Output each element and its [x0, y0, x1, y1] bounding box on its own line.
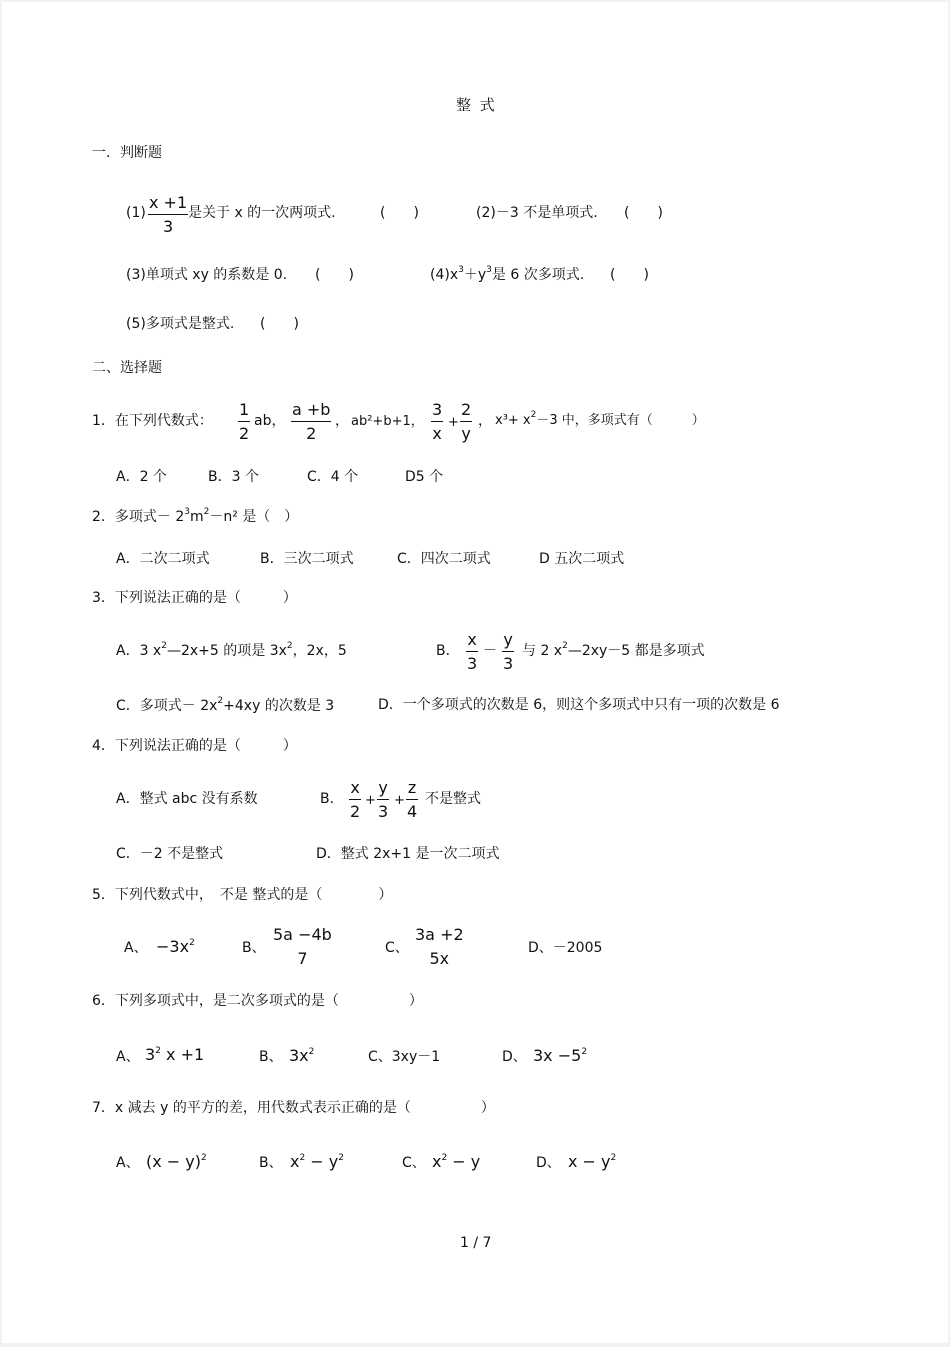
c5-stem: 5．下列代数式中， 不是 整式的是（ ） [92, 887, 393, 903]
c7-a-value: $(x - y)^2$ [146, 1152, 207, 1171]
c6-d-label: D、 [502, 1049, 527, 1065]
c7-stem: 7．x 减去 y 的平方的差，用代数式表示正确的是（ ） [92, 1100, 495, 1116]
q1-fraction: x +1 3 [149, 193, 188, 236]
q3-text: (3)单项式 xy 的系数是 0. [126, 267, 288, 283]
c1-term-ab: ab， [254, 413, 286, 429]
c3-b-fraction-1: x 3 [467, 630, 478, 673]
c3-b-label: B． [436, 643, 460, 659]
c4-b-fraction-2: y 3 [378, 778, 389, 821]
c4-stem: 4．下列说法正确的是（ ） [92, 738, 297, 754]
document-page [2, 2, 948, 1343]
c4-b-text: 不是整式 [425, 791, 481, 807]
c3-stem: 3．下列说法正确的是（ ） [92, 590, 297, 606]
c7-a-label: A、 [116, 1155, 140, 1171]
c2-option-d[interactable]: D 五次二项式 [539, 551, 625, 567]
c1-fraction-1: 1 2 [239, 400, 250, 443]
c5-a-label: A、 [124, 940, 148, 956]
page-title: 整 式 [456, 96, 497, 114]
c5-c-label: C、 [385, 940, 409, 956]
c5-a-value: $-3x^2$ [156, 937, 195, 956]
c4-option-d[interactable]: D．整式 2x+1 是一次二项式 [316, 846, 500, 862]
c2-option-a[interactable]: A．二次二项式 [116, 551, 210, 567]
c2-option-b[interactable]: B．三次二项式 [260, 551, 354, 567]
section-2-heading: 二、选择题 [92, 360, 162, 376]
c7-b-value: $x^2 - y^2$ [290, 1152, 344, 1171]
c1-comma-2: ， [335, 413, 349, 429]
c4-b-plus-2: + [394, 793, 405, 808]
c3-option-c[interactable]: C．多项式－ $2x^2+4xy$ 的次数是 3 [116, 696, 335, 714]
c6-stem: 6．下列多项式中，是二次多项式的是（ ） [92, 993, 423, 1009]
c4-b-plus-1: + [365, 793, 376, 808]
c5-b-fraction: 5a −4b 7 [273, 925, 332, 968]
c1-option-b[interactable]: B．3 个 [208, 469, 259, 485]
c5-c-fraction: 3a +2 5x [415, 925, 464, 968]
c3-option-d[interactable]: D．一个多项式的次数是 6，则这个多项式中只有一项的次数是 6 [378, 697, 780, 713]
q1-answer-paren: ( ) [380, 205, 419, 221]
c1-fraction-4: 2 y [461, 400, 472, 443]
c4-b-label: B． [320, 791, 344, 807]
c1-fraction-3: 3 x [432, 400, 443, 443]
c6-b-value: $3x^2$ [289, 1046, 315, 1065]
c6-a-label: A、 [116, 1049, 140, 1065]
c3-b-fraction-2: y 3 [503, 630, 514, 673]
c7-c-value: $x^2 - y$ [432, 1152, 481, 1171]
c6-b-label: B、 [259, 1049, 283, 1065]
c3-option-a[interactable]: A．3 $x^2—2x+5$ 的项是 $3x^2$，2x，5 [116, 641, 347, 659]
c1-plus: + [448, 415, 459, 430]
q3-answer-paren: ( ) [315, 267, 354, 283]
c1-option-d[interactable]: D5 个 [405, 469, 444, 485]
page-number: 1 / 7 [460, 1235, 492, 1251]
c4-option-c[interactable]: C．－2 不是整式 [116, 846, 224, 862]
c1-stem: 1．在下列代数式： [92, 413, 213, 429]
c7-b-label: B、 [259, 1155, 283, 1171]
c7-d-label: D、 [536, 1155, 561, 1171]
q5-text: (5)多项式是整式. [126, 316, 235, 332]
c1-term-3: ab²+b+1， [351, 414, 424, 429]
c2-stem: 2．多项式－ $2^3m^2-n^2$ 是（ ） [92, 507, 299, 525]
c6-option-c[interactable]: C、3xy－1 [368, 1049, 441, 1065]
section-1-heading: 一．判断题 [92, 145, 162, 161]
c2-option-c[interactable]: C．四次二项式 [397, 551, 491, 567]
c5-option-d[interactable]: D、－2005 [528, 940, 603, 956]
q1-label: (1) [126, 205, 146, 221]
c6-a-value: $3^2$ x +1 [145, 1045, 205, 1064]
q5-answer-paren: ( ) [260, 316, 299, 332]
q1-text: 是关于 x 的一次两项式. [188, 205, 336, 221]
c1-fraction-2: a +b 2 [292, 400, 331, 443]
c6-d-value: $3x -5^2$ [533, 1046, 588, 1065]
c7-d-value: $x - y^2$ [568, 1152, 617, 1171]
c4-b-fraction-1: x 2 [350, 778, 361, 821]
c1-option-a[interactable]: A．2 个 [116, 469, 167, 485]
q2-text: (2)－3 不是单项式. [476, 205, 598, 221]
c1-comma-4: ， [478, 413, 492, 429]
q4-answer-paren: ( ) [610, 267, 649, 283]
c3-b-minus: － [483, 643, 497, 659]
c4-option-a[interactable]: A．整式 abc 没有系数 [116, 791, 258, 807]
c4-b-fraction-3: z 4 [407, 778, 418, 821]
c5-b-label: B、 [242, 940, 266, 956]
c1-term-5: $x^3+ x^2-3$ 中，多项式有（ ） [495, 410, 705, 428]
c7-c-label: C、 [402, 1155, 426, 1171]
c1-option-c[interactable]: C．4 个 [307, 469, 359, 485]
c3-b-text: 与 2 $x^2—2xy-5$ 都是多项式 [522, 641, 705, 659]
q4-expression: $(4)x^3+y^3$是 6 次多项式. [430, 265, 585, 283]
q2-answer-paren: ( ) [624, 205, 663, 221]
